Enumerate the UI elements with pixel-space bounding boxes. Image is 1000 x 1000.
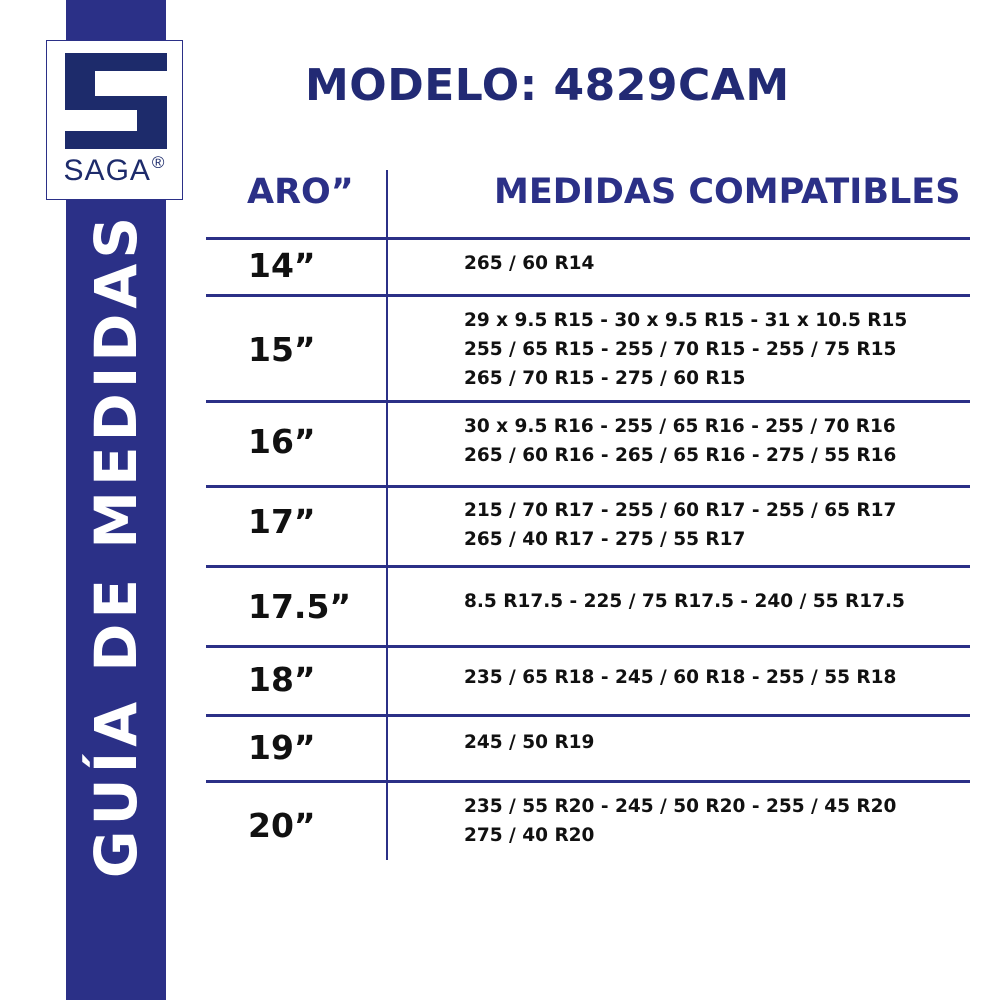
size-line: 235 / 55 R20 - 245 / 50 R20 - 255 / 45 R20 xyxy=(464,796,897,817)
table-row-sizes xyxy=(464,306,907,393)
table-row-sizes xyxy=(464,792,896,850)
size-line: 29 x 9.5 R15 - 30 x 9.5 R15 - 31 x 10.5 R15 xyxy=(464,310,908,331)
size-line: 235 / 65 R18 - 245 / 60 R18 - 255 / 55 R18 xyxy=(464,667,897,688)
size-line: 265 / 60 R16 - 265 / 65 R16 - 275 / 55 R16 xyxy=(464,445,897,466)
table-row-sizes xyxy=(464,663,896,692)
row-divider xyxy=(206,485,970,488)
brand-name xyxy=(47,153,182,188)
row-divider xyxy=(206,237,970,240)
row-divider xyxy=(206,565,970,568)
column-header-medidas: MEDIDAS COMPATIBLES xyxy=(494,172,961,212)
row-divider xyxy=(206,294,970,297)
size-line: 265 / 70 R15 - 275 / 60 R15 xyxy=(464,368,746,389)
saga-logo-icon xyxy=(65,53,167,149)
row-divider xyxy=(206,400,970,403)
table-row-aro: 18” xyxy=(248,660,316,699)
column-header-aro: ARO” xyxy=(247,172,354,212)
table-row-sizes xyxy=(464,587,905,616)
table-row-aro: 20” xyxy=(248,806,316,845)
column-divider xyxy=(386,170,388,860)
table-row-sizes xyxy=(464,728,594,757)
brand-logo xyxy=(46,40,183,200)
table-row-aro: 15” xyxy=(248,330,316,369)
row-divider xyxy=(206,645,970,648)
size-line: 215 / 70 R17 - 255 / 60 R17 - 255 / 65 R17 xyxy=(464,500,897,521)
size-line: 245 / 50 R19 xyxy=(464,732,595,753)
size-line: 30 x 9.5 R16 - 255 / 65 R16 - 255 / 70 R16 xyxy=(464,416,896,437)
table-row-aro: 14” xyxy=(248,246,316,285)
table-row-aro: 16” xyxy=(248,422,316,461)
table-row-sizes xyxy=(464,412,896,470)
table-row-sizes xyxy=(464,249,594,278)
table-row-aro: 17” xyxy=(248,502,316,541)
size-line: 275 / 40 R20 xyxy=(464,825,595,846)
row-divider xyxy=(206,780,970,783)
size-line: 265 / 60 R14 xyxy=(464,253,595,274)
table-row-aro: 19” xyxy=(248,728,316,767)
registered-mark: ® xyxy=(151,153,166,172)
vertical-page-title: GUÍA DE MEDIDAS xyxy=(82,211,150,879)
brand-name-text: SAGA xyxy=(63,154,151,187)
size-line: 255 / 65 R15 - 255 / 70 R15 - 255 / 75 R15 xyxy=(464,339,897,360)
size-line: 265 / 40 R17 - 275 / 55 R17 xyxy=(464,529,746,550)
table-row-aro: 17.5” xyxy=(248,587,352,626)
row-divider xyxy=(206,714,970,717)
table-row-sizes xyxy=(464,496,896,554)
model-title: MODELO: 4829CAM xyxy=(305,60,790,111)
size-line: 8.5 R17.5 - 225 / 75 R17.5 - 240 / 55 R17.5 xyxy=(464,591,905,612)
